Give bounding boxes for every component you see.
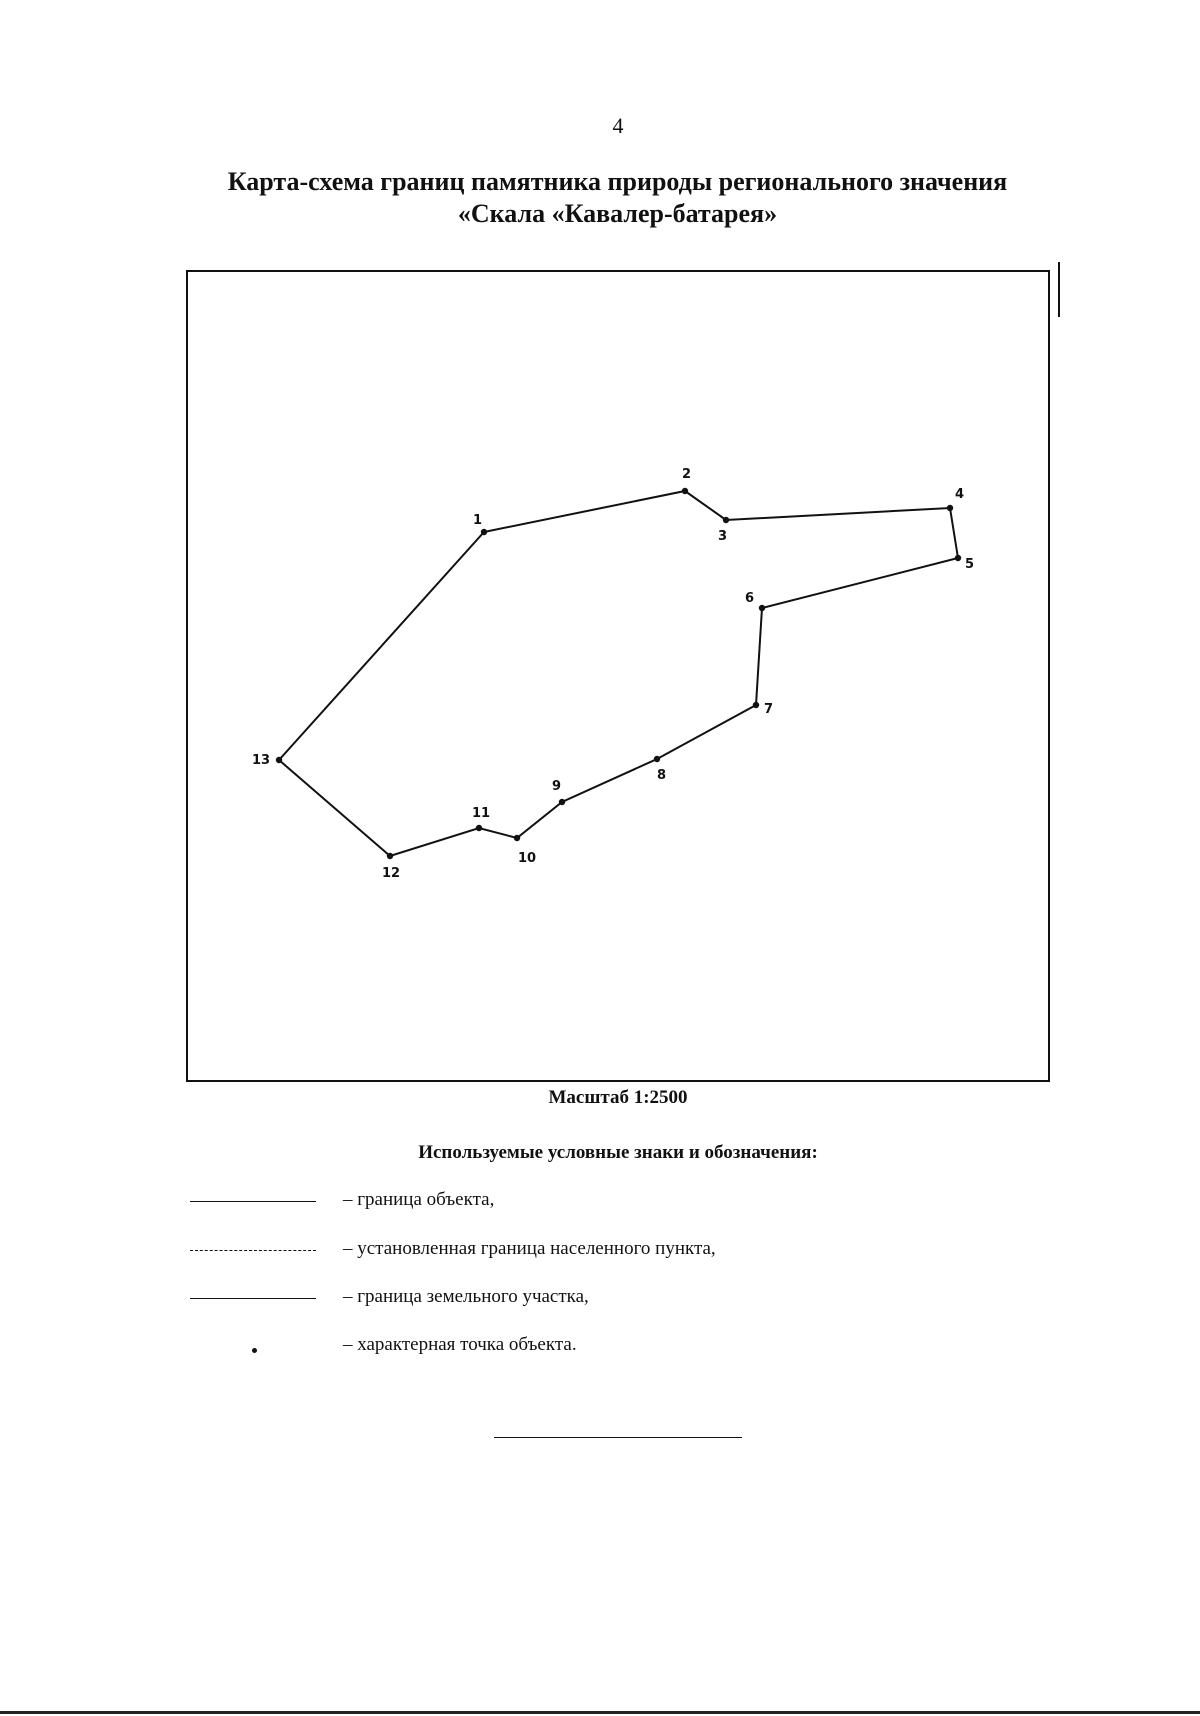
legend-item-text: – граница объекта, (343, 1189, 495, 1210)
boundary-point-4 (947, 505, 953, 511)
dot-symbol (252, 1348, 257, 1353)
footer-rule (494, 1437, 742, 1438)
title-line-2: «Скала «Кавалер-батарея» (457, 199, 778, 228)
map-frame (186, 270, 1050, 1082)
point-label-10: 10 (518, 851, 537, 866)
boundary-point-3 (723, 517, 729, 523)
solid-line-symbol (190, 1298, 316, 1299)
solid-line-symbol (190, 1201, 316, 1202)
boundary-point-6 (759, 605, 765, 611)
point-label-13: 13 (252, 753, 271, 768)
point-label-1: 1 (473, 513, 483, 528)
point-label-11: 11 (472, 806, 491, 821)
title-line-1: Карта-схема границ памятника природы регионального значения (227, 167, 1008, 196)
point-label-5: 5 (965, 557, 975, 572)
dash-line-symbol (190, 1250, 316, 1251)
page-number: 4 (612, 113, 624, 138)
boundary-point-5 (955, 555, 961, 561)
boundary-point-8 (654, 756, 660, 762)
boundary-point-11 (476, 825, 482, 831)
boundary-point-2 (682, 488, 688, 494)
boundary-points (276, 488, 961, 859)
boundary-map (188, 272, 1052, 1084)
object-boundary (279, 491, 958, 856)
frame-edge-mark (1058, 262, 1060, 317)
point-label-6: 6 (745, 591, 755, 606)
point-label-9: 9 (552, 779, 562, 794)
point-label-7: 7 (764, 702, 774, 717)
legend-item-text: – граница земельного участка, (343, 1286, 589, 1307)
point-label-3: 3 (718, 529, 728, 544)
point-label-2: 2 (682, 467, 692, 482)
legend-heading: Используемые условные знаки и обозначения: (418, 1142, 818, 1163)
boundary-point-1 (481, 529, 487, 535)
legend-item-text: – характерная точка объекта. (343, 1334, 577, 1355)
boundary-point-12 (387, 853, 393, 859)
scan-edge (0, 1711, 1200, 1714)
page-title (120, 166, 1115, 230)
map-scale: Масштаб 1:2500 (548, 1087, 688, 1108)
point-label-8: 8 (657, 768, 667, 783)
boundary-point-13 (276, 757, 282, 763)
boundary-point-7 (753, 702, 759, 708)
boundary-point-10 (514, 835, 520, 841)
point-label-12: 12 (382, 866, 401, 881)
boundary-point-9 (559, 799, 565, 805)
point-label-4: 4 (955, 487, 965, 502)
legend-item-text: – установленная граница населенного пункта, (343, 1238, 716, 1259)
point-labels (252, 467, 974, 881)
